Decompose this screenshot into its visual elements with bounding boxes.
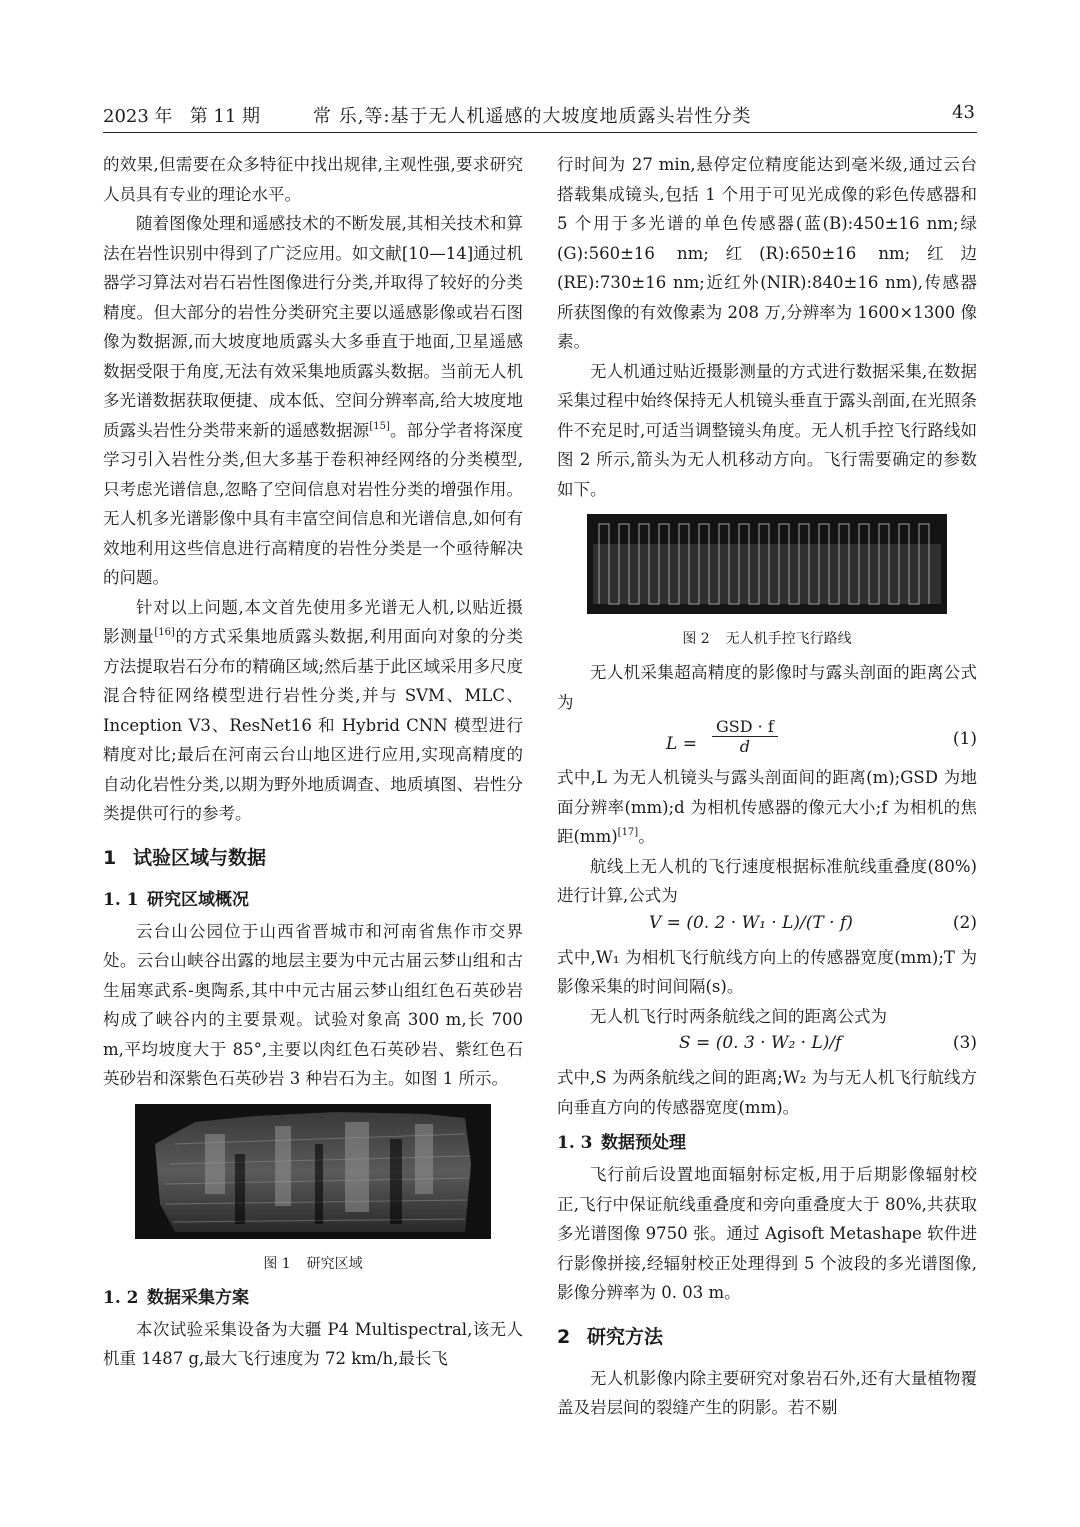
equation-lhs: L = [666, 734, 697, 754]
equation-number: (2) [952, 912, 977, 933]
paragraph: 无人机采集超高精度的影像时与露头剖面的距离公式为 [557, 663, 977, 712]
equation-1 [557, 717, 977, 763]
equation-number: (1) [952, 729, 977, 749]
paragraph: 飞行前后设置地面辐射标定板,用于后期影像辐射校正,飞行中保证航线重叠度和旁向重叠度大于 80%,共获取多光谱图像 9750 张。通过 Agisoft Metashape 软件进行影像拼接,经辐射校正处理得到 5 个波段的多光谱图像,影像分辨率为 0. 03 m。 [557, 1165, 977, 1302]
equation-body: V = (0. 2 · W₁ · L)/(T · f) [649, 912, 853, 933]
running-header [103, 98, 977, 133]
equation-2 [557, 911, 977, 943]
equation-3 [557, 1031, 977, 1063]
citation-ref: [15] [369, 420, 390, 432]
paragraph: 云台山公园位于山西省晋城市和河南省焦作市交界处。云台山峡谷出露的地层主要为中元古届云梦山组和古生届寒武系-奥陶系,其中中元古届云梦山组红色石英砂岩构成了峡谷内的主要景观。试验对象高 300 m,长 700 m,平均坡度大于 85°,主要以肉红色石英砂岩、紫红色石英砂岩和深紫色石英砂岩 3 种岩石为主。如图 1 所示。 [103, 921, 523, 1088]
paragraph: 式中,W₁ 为相机飞行航线方向上的传感器宽度(mm);T 为影像采集的时间间隔(s)。 [557, 947, 977, 996]
paragraph: 的效果,但需要在众多特征中找出规律,主观性强,要求研究人员具有专业的理论水平。 [103, 155, 523, 204]
paragraph: 式中,S 为两条航线之间的距离;W₂ 为与无人机飞行航线方向垂直方向的传感器宽度(mm)。 [557, 1068, 977, 1117]
running-title: 常 乐,等:基于无人机遥感的大坡度地质露头岩性分类 [313, 106, 752, 127]
paragraph: 无人机影像内除主要研究对象岩石外,还有大量植物覆盖及岩层间的裂缝产生的阴影。若不剔 [557, 1368, 977, 1417]
rock-outcrop-image [135, 1104, 491, 1239]
flight-route-image [587, 514, 947, 614]
fraction-denominator: d [739, 737, 750, 756]
paragraph: 本次试验采集设备为大疆 P4 Multispectral,该无人机重 1487 g,最大飞行速度为 72 km/h,最长飞 [103, 1319, 523, 1368]
figure-2 [557, 514, 977, 648]
paragraph: 随着图像处理和遥感技术的不断发展,其相关技术和算法在岩性识别中得到了广泛应用。如文献[10—14]通过机器学习算法对岩石岩性图像进行分类,并取得了较好的分类精度。但大部分的岩性分类研究主要以遥感影像或岩石图像为数据源,而大坡度地质露头大多垂直于地面,卫星遥感数据受限于角度,无法有效采集地质露头数据。当前无人机多光谱数据获取便捷、成本低、空间分辨率高,给大坡度地质露头岩性分类带来新的遥感数据源[15]。部分学者将深度学习引入岩性分类,但大多基于卷积神经网络的分类模型,只考虑光谱信息,忽略了空间信息对岩性分类的增强作用。无人机多光谱影像中具有丰富空间信息和光谱信息,如何有效地利用这些信息进行高精度的岩性分类是一个亟待解决的问题。 [103, 214, 523, 587]
subsection-heading: 1. 1 研究区域概况 [103, 889, 249, 910]
section-heading: 2 研究方法 [557, 1325, 664, 1348]
citation-ref: [17] [617, 827, 639, 838]
right-column [557, 150, 977, 1423]
paragraph: 航线上无人机的飞行速度根据标准航线重叠度(80%)进行计算,公式为 [557, 856, 977, 905]
page-number: 43 [952, 102, 975, 123]
fraction [666, 717, 778, 756]
left-column [103, 150, 523, 1374]
subsection-heading: 1. 2 数据采集方案 [103, 1287, 249, 1308]
section-heading: 1 试验区域与数据 [103, 846, 267, 869]
flight-path-overlay [587, 514, 947, 614]
figure-caption: 图 2 无人机手控飞行路线 [682, 631, 852, 647]
paragraph: 无人机通过贴近摄影测量的方式进行数据采集,在数据采集过程中始终保持无人机镜头垂直于露头剖面,在光照条件不充足时,可适当调整镜头角度。无人机手控飞行路线如图 2 所示,箭头为无人机移动方向。飞行需要确定的参数如下。 [557, 361, 977, 499]
study-area-image [135, 1104, 491, 1239]
paragraph: 针对以上问题,本文首先使用多光谱无人机,以贴近摄影测量[16]的方式采集地质露头数据,利用面向对象的分类方法提取岩石分布的精确区域;然后基于此区域采用多尺度混合特征网络模型进行岩性分类,并与 SVM、MLC、Inception V3、ResNet16 和 Hybrid CNN 模型进行精度对比;最后在河南云台山地区进行应用,实现高精度的自动化岩性分类,以期为野外地质调查、地质填图、岩性分类提供可行的参考。 [103, 597, 523, 823]
fraction-numerator: GSD · f [712, 717, 778, 737]
equation-body: S = (0. 3 · W₂ · L)/f [679, 1033, 842, 1053]
figure-1 [103, 1104, 523, 1273]
citation-ref: [16] [154, 627, 175, 638]
equation-number: (3) [952, 1033, 977, 1053]
paragraph: 式中,L 为无人机镜头与露头剖面间的距离(m);GSD 为地面分辨率(mm);d 为相机传感器的像元大小;f 为相机的焦距(mm)[17]。 [557, 768, 977, 846]
paragraph: 行时间为 27 min,悬停定位精度能达到毫米级,通过云台搭载集成镜头,包括 1 个用于可见光成像的彩色传感器和 5 个用于多光谱的单色传感器(蓝(B):450±16 nm;绿(G):560±16 nm;红(R):650±16 nm;红边(RE):730±16 nm;近红外(NIR):840±16 nm),传感器所获图像的有效像素为 208 万,分辨率为 1600×1300 像素。 [557, 155, 977, 351]
journal-issue: 2023 年 第 11 期 [103, 106, 261, 127]
subsection-heading: 1. 3 数据预处理 [557, 1133, 686, 1153]
paragraph: 无人机飞行时两条航线之间的距离公式为 [590, 1006, 887, 1026]
figure-caption: 图 1 研究区域 [263, 1255, 363, 1272]
